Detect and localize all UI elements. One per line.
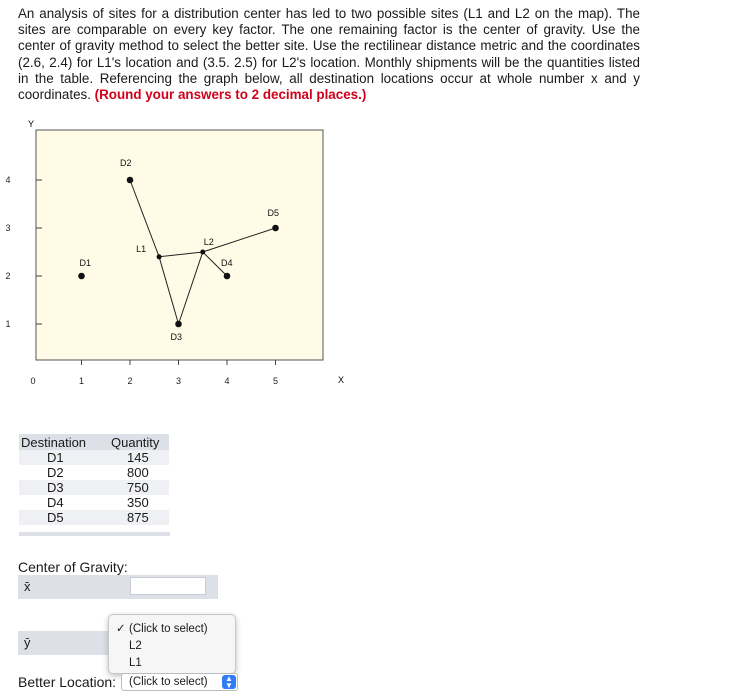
x-bar-symbol: x̄ [24, 579, 31, 594]
destination-cell: D5 [19, 510, 109, 525]
point-label-d3: D3 [170, 332, 183, 342]
select-value: (Click to select) [129, 676, 208, 688]
problem-statement [18, 6, 640, 103]
table-bottom-bar [19, 532, 170, 536]
table-row [19, 510, 169, 525]
y-tick-label: 1 [5, 319, 11, 329]
quantity-cell: 350 [127, 495, 149, 510]
x-tick-label: 4 [224, 376, 230, 386]
destination-cell: D1 [19, 450, 109, 465]
menu-item-label: L1 [129, 657, 142, 669]
quantity-cell: 145 [109, 450, 169, 465]
y-tick-label: 3 [5, 223, 11, 233]
y-bar-symbol: ȳ [24, 635, 31, 650]
better-location-dropdown-menu [108, 614, 236, 674]
x-tick-label: 2 [127, 376, 133, 386]
better-location-select[interactable] [121, 673, 238, 691]
quantity-cell: 800 [127, 465, 149, 480]
menu-item-label: (Click to select) [129, 623, 208, 635]
problem-text: An analysis of sites for a distribution center has led to two possible sites (L1 and L2 on the map). The sites are comparable on every key factor. The one remaining factor is the center of gravity. Use the center of gravity method to select the better site. Use the rectilinear distance metric and the coordinates (2.6, 2.4) for L1's location and (3.5. 2.5) for L2's location. Monthly shipments will be the quantities listed in the table. Referencing the graph below, all destination locations occur at whole number x and y coordinates. [18, 6, 640, 103]
point-d3 [175, 321, 182, 328]
rounding-instruction: (Round your answers to 2 decimal places.) [94, 87, 367, 103]
destination-cell: D4 [47, 495, 64, 510]
point-label-d5: D5 [267, 208, 280, 218]
x-tick-label: 5 [272, 376, 279, 386]
point-label-d4: D4 [221, 258, 233, 268]
y-tick-label: 2 [5, 271, 11, 281]
quantity-cell: 750 [109, 480, 169, 495]
point-d2 [127, 177, 134, 184]
table-row [19, 480, 169, 495]
x-tick-label: 0 [30, 376, 36, 386]
point-label-l2: L2 [203, 237, 214, 247]
point-l1 [157, 254, 162, 259]
menu-item-click-to-select[interactable] [109, 621, 235, 637]
table-row [19, 465, 169, 480]
menu-item-l2[interactable] [109, 638, 235, 654]
shipments-table [19, 434, 169, 525]
destination-cell: D2 [47, 465, 64, 480]
x-tick-label: 1 [78, 376, 85, 386]
y-axis-label: Y [27, 119, 35, 129]
point-d1 [78, 273, 85, 280]
checkmark-icon: ✓ [116, 623, 126, 635]
x-axis-label: X [337, 375, 344, 385]
menu-item-label: L2 [129, 640, 142, 652]
quantity-header: Quantity [109, 434, 169, 450]
location-graph [0, 115, 344, 393]
table-row [19, 450, 169, 465]
center-of-gravity-label: Center of Gravity: [18, 559, 128, 575]
x-bar-input[interactable] [130, 577, 206, 595]
better-location-label: Better Location: [18, 674, 117, 690]
point-label-d1: D1 [79, 258, 92, 268]
destination-cell: D3 [19, 480, 109, 495]
quantity-cell: 875 [109, 510, 169, 525]
point-d5 [272, 225, 279, 232]
point-d4 [224, 273, 231, 280]
destination-header: Destination [19, 434, 109, 450]
point-l2 [200, 250, 205, 255]
point-label-l1: L1 [136, 243, 147, 254]
y-tick-label: 4 [5, 175, 11, 185]
table-row [19, 495, 169, 510]
point-label-d2: D2 [120, 158, 132, 168]
x-tick-label: 3 [175, 376, 182, 386]
menu-item-l1[interactable] [109, 655, 235, 671]
select-arrows-icon: ▲ ▼ [222, 675, 236, 689]
